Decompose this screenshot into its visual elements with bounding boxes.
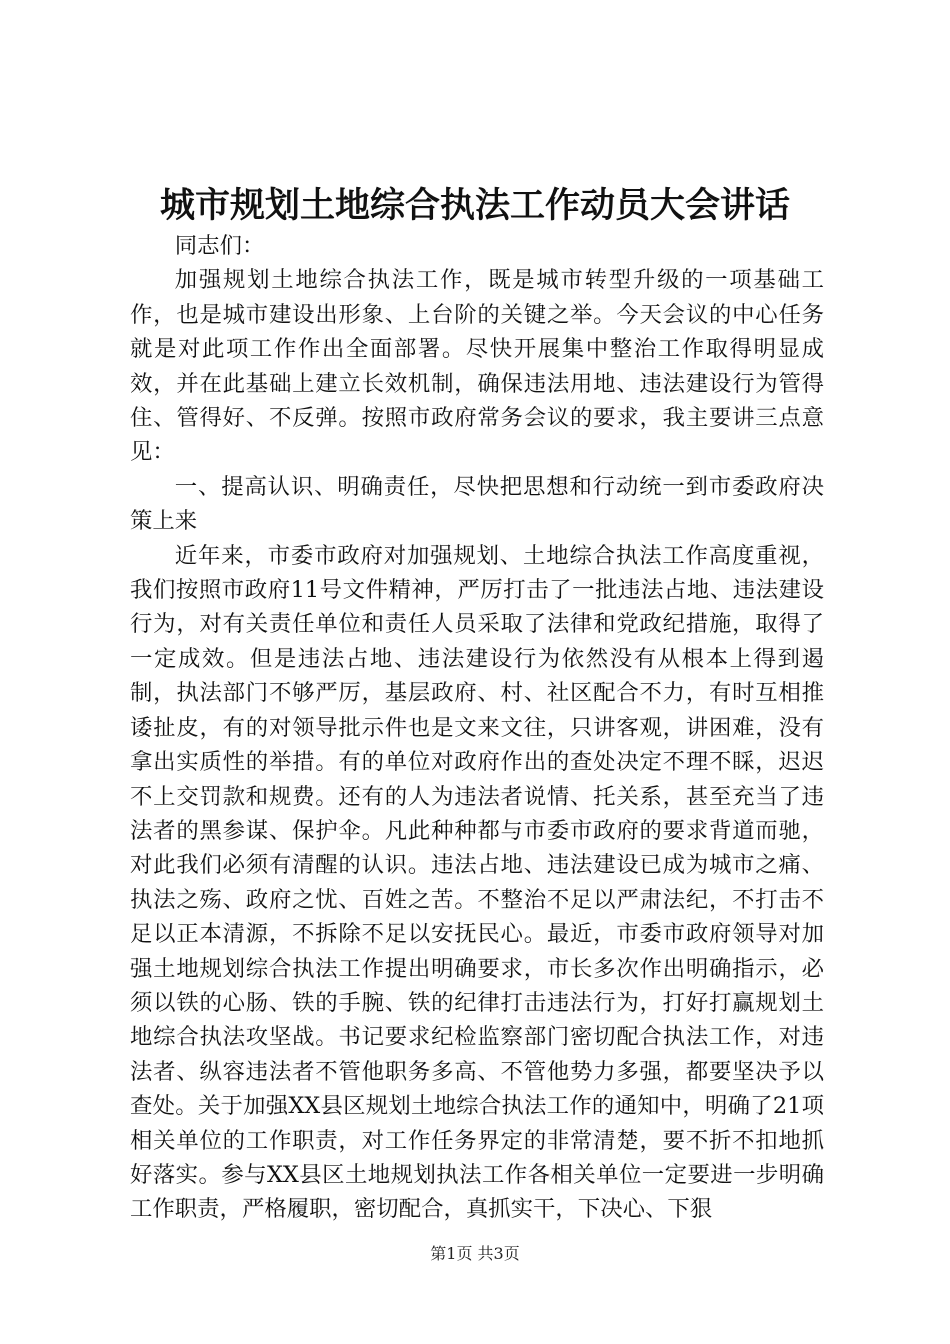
page-number-footer: 第1页 共3页 xyxy=(430,1244,520,1263)
intro-paragraph: 加强规划土地综合执法工作，既是城市转型升级的一项基础工作，也是城市建设出形象、上台阶的关键之举。今天会议的中心任务就是对此项工作作出全面部署。尽快开展集中整治工作取得明显成效，并在此基础上建立长效机制，确保违法用地、违法建设行为管得住、管得好、不反弹。按照市政府常务会议的要求，我主要讲三点意见： xyxy=(130,267,824,466)
body-paragraph: 近年来，市委市政府对加强规划、土地综合执法工作高度重视，我们按照市政府11号文件精神，严厉打击了一批违法占地、违法建设行为，对有关责任单位和责任人员采取了法律和党政纪措施，取得了一定成效。但是违法占地、违法建设行为依然没有从根本上得到遏制，执法部门不够严厉，基层政府、村、社区配合不力，有时互相推诿扯皮，有的对领导批示件也是文来文往，只讲客观，讲困难，没有拿出实质性的举措。有的单位对政府作出的查处决定不理不睬，迟迟不上交罚款和规费。还有的人为违法者说情、托关系，甚至充当了违法者的黑参谋、保护伞。凡此种种都与市委市政府的要求背道而驰，对此我们必须有清醒的认识。违法占地、违法建设已成为城市之痛、执法之殇、政府之忧、百姓之苦。不整治不足以严肃法纪，不打击不足以正本清源，不拆除不足以安抚民心。最近，市委市政府领导对加强土地规划综合执法工作提出明确要求，市长多次作出明确指示，必须以铁的心肠、铁的手腕、铁的纪律打击违法行为，打好打赢规划土地综合执法攻坚战。书记要求纪检监察部门密切配合执法工作，对违法者、纵容违法者不管他职务多高、不管他势力多强，都要坚决予以查处。关于加强XX县区规划土地综合执法工作的通知中，明确了21项相关单位的工作职责，对工作任务界定的非常清楚，要不折不扣地抓好落实。参与XX县区土地规划执法工作各相关单位一定要进一步明确工作职责，严格履职，密切配合，真抓实干，下决心、下狠 xyxy=(130,542,824,1223)
section-heading-1: 一、提高认识、明确责任，尽快把思想和行动统一到市委政府决策上来 xyxy=(130,473,824,535)
salutation-paragraph: 同志们： xyxy=(174,233,265,259)
document-body xyxy=(130,229,824,1227)
document-title: 城市规划土地综合执法工作动员大会讲话 xyxy=(159,185,790,226)
